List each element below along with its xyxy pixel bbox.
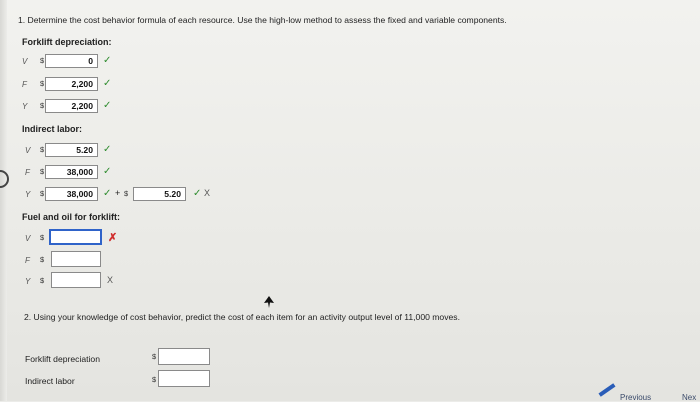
section-title-indirect-labor: Indirect labor: [22,124,83,134]
dollar-sign: $ [40,56,45,65]
previous-button[interactable]: Previous [620,393,652,402]
side-handle-icon[interactable] [0,170,9,188]
dollar-sign: $ [40,79,45,88]
check-icon: ✓ [103,188,112,199]
row-label: V [22,57,28,66]
row-label: Y [22,102,28,111]
forklift-total-input[interactable]: 2,200 [45,99,98,113]
dollar-sign: $ [40,189,45,198]
cross-icon: ✗ [108,232,118,244]
forklift-variable-input[interactable]: 0 [45,54,98,68]
next-button[interactable]: Nex [682,393,697,402]
fuel-total-input[interactable] [51,272,101,288]
check-icon: ✓ [103,78,112,89]
section-title-fuel-oil: Fuel and oil for forklift: [22,212,120,222]
forklift-depreciation-cost-input[interactable] [158,348,210,365]
check-icon: ✓ [103,144,112,155]
item-label-indirect-labor: Indirect labor [25,376,75,386]
row-label: F [25,168,30,177]
mouse-cursor-icon [264,296,274,308]
item-label-forklift-depreciation: Forklift depreciation [25,354,100,364]
row-label: V [25,234,31,243]
question-2-prompt: 2. Using your knowledge of cost behavior, predict the cost of each item for an activity output level of 11,000 moves. [24,312,460,322]
check-icon: ✓ [193,188,202,199]
row-label: Y [25,277,31,286]
row-label: Y [25,190,31,199]
check-icon: ✓ [103,55,112,66]
dollar-sign: $ [124,189,129,198]
question-1-prompt: 1. Determine the cost behavior formula of each resource. Use the high-low method to assess the fixed and variable components. [18,15,507,25]
forklift-fixed-input[interactable]: 2,200 [45,77,98,91]
indirect-fixed-input[interactable]: 38,000 [45,165,98,179]
pencil-icon [598,383,615,397]
x-mark-icon: X [107,275,114,285]
check-icon: ✓ [103,166,112,177]
indirect-labor-cost-input[interactable] [158,370,210,387]
section-title-forklift-depreciation: Forklift depreciation: [22,37,112,47]
dollar-sign: $ [40,255,45,264]
fuel-fixed-input[interactable] [51,251,101,267]
dollar-sign: $ [152,352,157,361]
plus-sign: + [115,188,121,198]
row-label: F [22,80,27,89]
dollar-sign: $ [40,276,45,285]
fuel-variable-input[interactable] [49,229,102,245]
dollar-sign: $ [40,101,45,110]
row-label: V [25,146,31,155]
indirect-variable-input[interactable]: 5.20 [45,143,98,157]
x-mark-icon: X [204,188,211,198]
dollar-sign: $ [40,145,45,154]
row-label: F [25,256,30,265]
check-icon: ✓ [103,100,112,111]
dollar-sign: $ [40,233,45,242]
left-edge [0,0,7,401]
indirect-total-variable-input[interactable]: 5.20 [133,187,186,201]
indirect-total-fixed-input[interactable]: 38,000 [45,187,98,201]
dollar-sign: $ [152,375,157,384]
dollar-sign: $ [40,167,45,176]
